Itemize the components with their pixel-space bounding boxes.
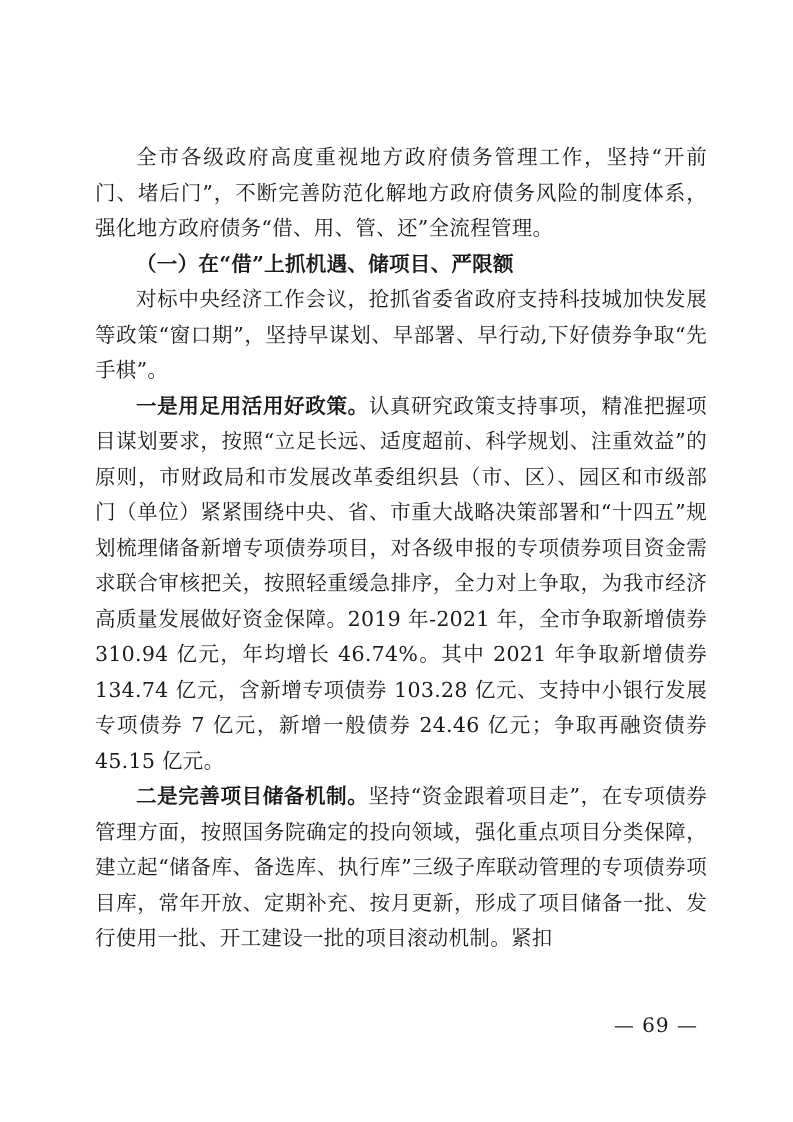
document-page xyxy=(95,140,707,957)
point-two-paragraph xyxy=(95,779,707,957)
page-number: — 69 — xyxy=(613,1013,698,1037)
point-one-lead: 一是用足用活用好政策。 xyxy=(136,393,369,418)
point-one-paragraph xyxy=(95,389,707,780)
intro-paragraph: 全市各级政府高度重视地方政府债务管理工作，坚持“开前门、堵后门”，不断完善防范化解地方政府债务风险的制度体系，强化地方政府债务“借、用、管、还”全流程管理。 xyxy=(95,145,707,240)
point-two-body: 坚持“资金跟着项目走”，在专项债券管理方面，按照国务院确定的投向领域，强化重点项目分类保障，建立起“储备库、备选库、执行库”三级子库联动管理的专项债券项目库，常年开放、定期补充、按月更新，形成了项目储备一批、发行使用一批、开工建设一批的项目滚动机制。紧扣 xyxy=(95,784,707,950)
section-intro-paragraph: 对标中央经济工作会议，抢抓省委省政府支持科技城加快发展等政策“窗口期”，坚持早谋划、早部署、早行动,下好债券争取“先手棋”。 xyxy=(95,287,707,382)
point-two-lead: 二是完善项目储备机制。 xyxy=(136,784,369,808)
section-heading: （一）在“借”上抓机遇、储项目、严限额 xyxy=(136,251,514,276)
point-one-body: 认真研究政策支持事项，精准把握项目谋划要求，按照“立足长远、适度超前、科学规划、注重效益”的原则，市财政局和市发展改革委组织县（市、区）、园区和市级部门（单位）紧紧围绕中央、省、市重大战略决策部署和“十四五”规划梳理储备新增专项债券项目，对各级申报的专项债券项目资金需求联合审核把关，按照轻重缓急排序，全力对上争取，为我市经济高质量发展做好资金保障。2019 年-2021 年，全市争取新增债券 310.94 亿元，年均增长 46.74%。其中 2021 年争取新增债券 134.74 亿元，含新增专项债券 103.28 亿元、支持中小银行发展专项债券 7 亿元，新增一般债券 24.46 亿元；争取再融资债券 45.15 亿元。 xyxy=(95,393,707,773)
